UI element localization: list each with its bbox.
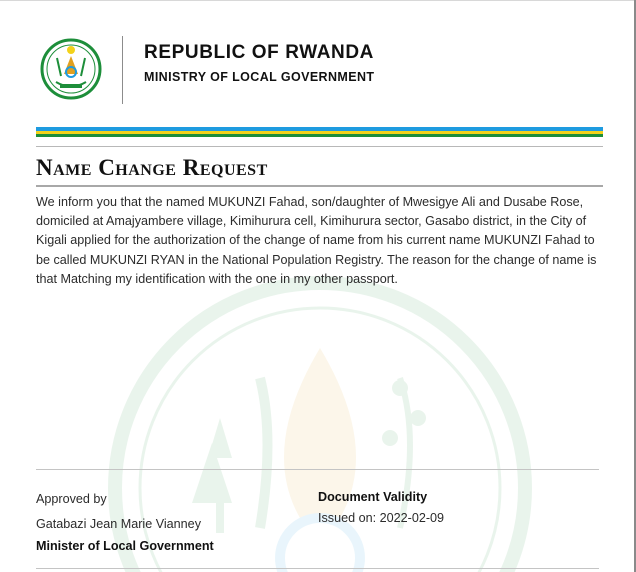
flag-stripe-green [36, 134, 603, 137]
flag-stripes [36, 127, 603, 137]
rwanda-coat-of-arms-seal-icon [40, 38, 102, 100]
issued-date: Issued on: 2022-02-09 [318, 511, 445, 525]
ministry-name: MINISTRY OF LOCAL GOVERNMENT [144, 70, 375, 84]
approved-by-label: Approved by [36, 492, 107, 506]
signature-divider [36, 469, 599, 470]
header-divider [122, 36, 123, 104]
letterhead [40, 36, 600, 108]
document-validity-label: Document Validity [318, 490, 428, 504]
title-bottom-rule [36, 185, 603, 187]
title-top-rule [36, 146, 603, 147]
page-top-edge [0, 0, 636, 1]
bottom-rule [36, 568, 599, 569]
country-name: REPUBLIC OF RWANDA [144, 42, 375, 63]
official-title: Minister of Local Government [36, 539, 214, 553]
document-title: Name Change Request [36, 155, 268, 180]
document-body: We inform you that the named MUKUNZI Fahad, son/daughter of Mwesigye Ali and Dusabe Rose, domiciled at Amajyambere village, Kimihurura cell, Kimihurura sector, Gasabo district, in the City of Kigali applied for the authorization of the change of name from his current name MUKUNZI Fahad to be called MUKUNZI RYAN in the National Population Registry. The reason for the change of name is that Matching my identification with the one in my other passport. [36, 195, 597, 286]
official-name: Gatabazi Jean Marie Vianney [36, 517, 201, 531]
